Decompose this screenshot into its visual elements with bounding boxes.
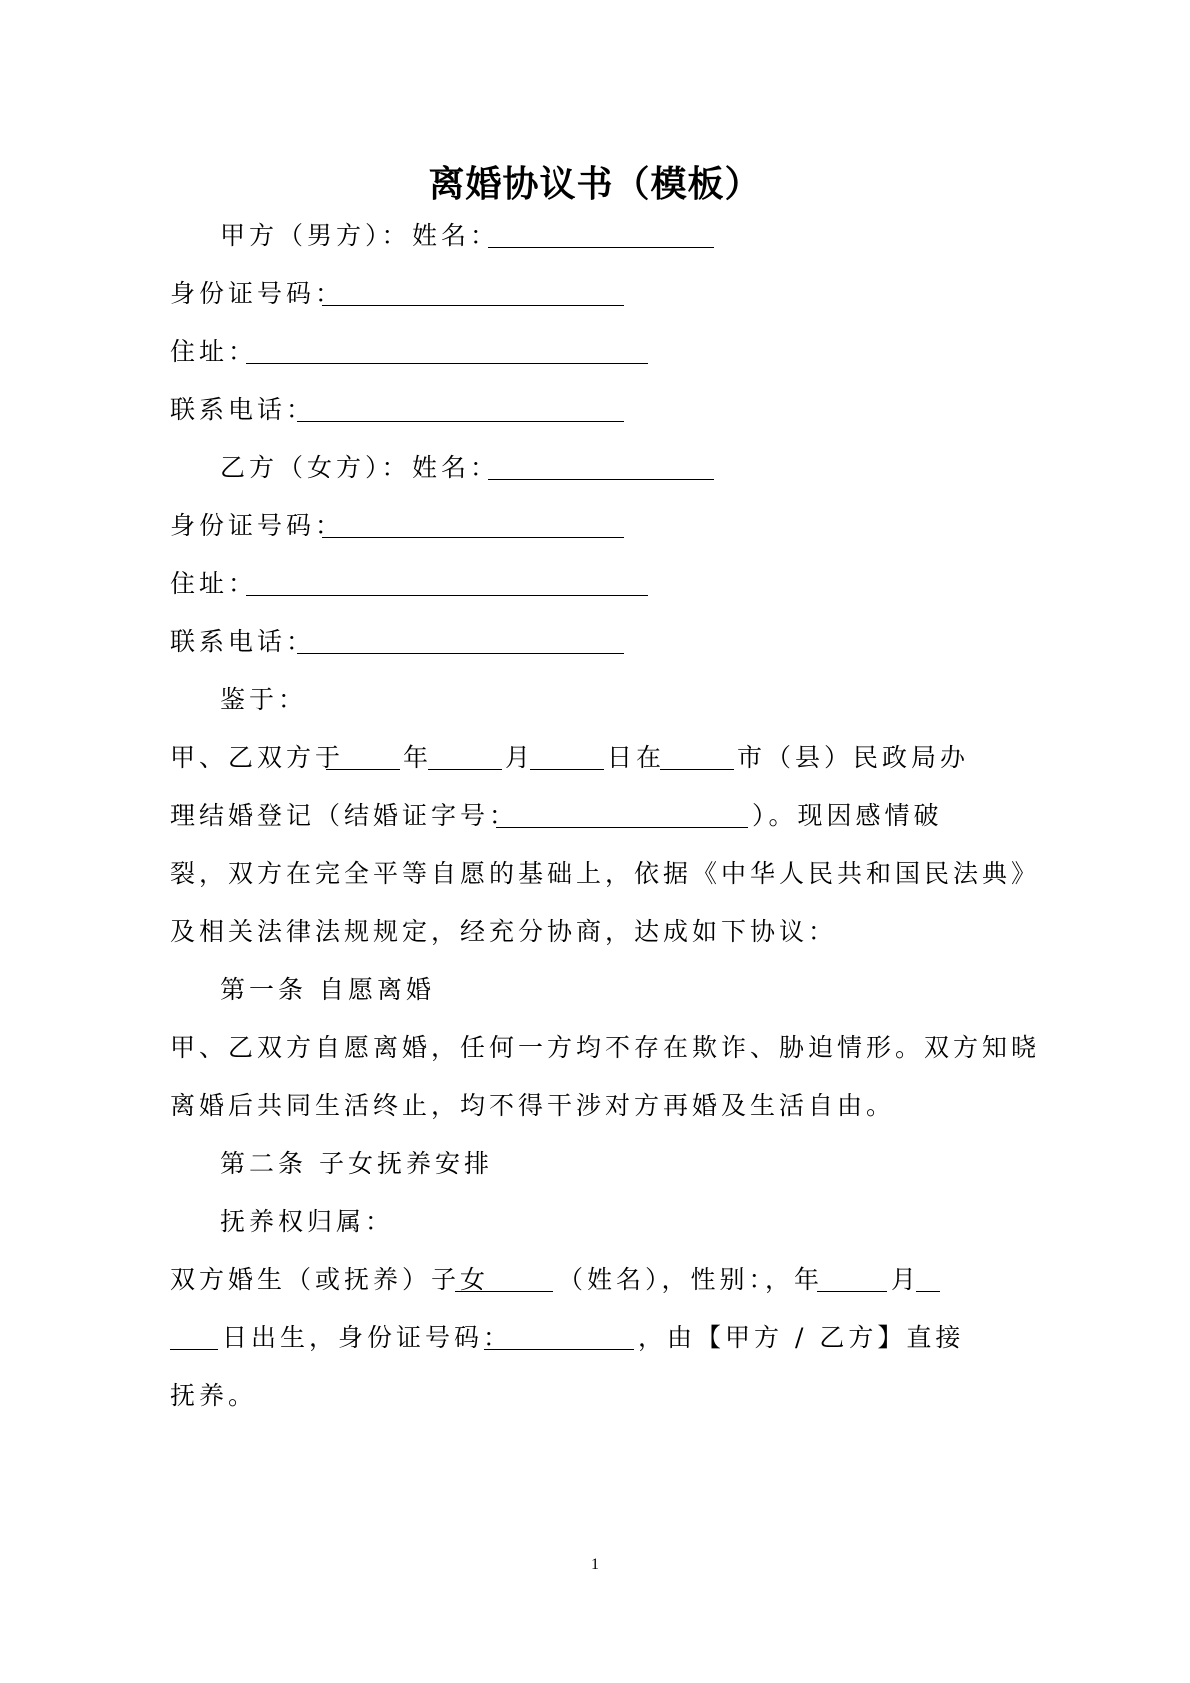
child-month-label: 月 — [891, 1265, 921, 1294]
marriage-day-blank[interactable] — [530, 769, 604, 770]
certificate-suffix: ）。现因感情破 — [752, 801, 943, 830]
registry-text: 市（县）民政局办 — [737, 743, 970, 772]
day-label: 日在 — [607, 743, 666, 772]
party-a-name-label: 姓名： — [412, 221, 500, 250]
year-label: 年 — [403, 743, 433, 772]
document-title: 离婚协议书（模板） — [428, 164, 762, 205]
party-a-header: 甲方（男方）： — [220, 221, 411, 250]
party-a-id-label: 身份证号码： — [170, 279, 345, 308]
article-1-text-1: 甲、乙双方自愿离婚，任何一方均不存在欺诈、胁迫情形。双方知晓 — [170, 1033, 1041, 1062]
party-a-address-blank[interactable] — [246, 363, 648, 364]
party-b-header: 乙方（女方）： — [220, 453, 411, 482]
page-number: 1 — [591, 1556, 599, 1573]
marriage-date-prefix: 甲、乙双方于 — [170, 743, 345, 772]
certificate-label: 理结婚登记（结婚证字号： — [170, 801, 519, 830]
marriage-year-blank[interactable] — [326, 769, 400, 770]
party-a-address-label: 住址： — [170, 337, 258, 366]
preamble-text-3: 裂，双方在完全平等自愿的基础上，依据《中华人民共和国民法典》 — [170, 859, 1041, 888]
child-birth-month-blank[interactable] — [916, 1291, 940, 1292]
party-b-address-label: 住址： — [170, 569, 258, 598]
article-1-text-2: 离婚后共同生活终止，均不得干涉对方再婚及生活自由。 — [170, 1091, 896, 1120]
party-b-address-blank[interactable] — [246, 595, 648, 596]
party-b-id-label: 身份证号码： — [170, 511, 345, 540]
custody-title: 抚养权归属： — [220, 1207, 395, 1236]
party-a-phone-label: 联系电话： — [170, 395, 316, 424]
child-info-end: 抚养。 — [170, 1381, 258, 1410]
child-birth-day-blank[interactable] — [170, 1349, 218, 1350]
child-id-blank[interactable] — [484, 1349, 634, 1350]
custody-party-text: ，由【甲方 / 乙方】直接 — [638, 1323, 965, 1352]
party-b-phone-blank[interactable] — [297, 653, 624, 654]
party-b-id-blank[interactable] — [322, 537, 624, 538]
party-a-name-blank[interactable] — [488, 247, 714, 248]
marriage-city-blank[interactable] — [660, 769, 734, 770]
party-b-name-blank[interactable] — [488, 479, 714, 480]
marriage-month-blank[interactable] — [428, 769, 502, 770]
child-info-prefix: 双方婚生（或抚养）子女 — [170, 1265, 490, 1294]
whereas-label: 鉴于： — [220, 685, 308, 714]
certificate-number-blank[interactable] — [496, 827, 748, 828]
child-name-blank[interactable] — [455, 1291, 553, 1292]
child-gender-text: （姓名），性别：，年 — [558, 1265, 824, 1294]
party-b-phone-label: 联系电话： — [170, 627, 316, 656]
preamble-text-4: 及相关法律法规规定，经充分协商，达成如下协议： — [170, 917, 838, 946]
child-birth-year-blank[interactable] — [817, 1291, 887, 1292]
child-birth-text: 日出生，身份证号码： — [222, 1323, 513, 1352]
party-b-name-label: 姓名： — [412, 453, 500, 482]
article-2-title: 第二条 子女抚养安排 — [220, 1149, 493, 1178]
article-1-title: 第一条 自愿离婚 — [220, 975, 435, 1004]
party-a-id-blank[interactable] — [322, 305, 624, 306]
party-a-phone-blank[interactable] — [297, 421, 624, 422]
month-label: 月 — [505, 743, 535, 772]
